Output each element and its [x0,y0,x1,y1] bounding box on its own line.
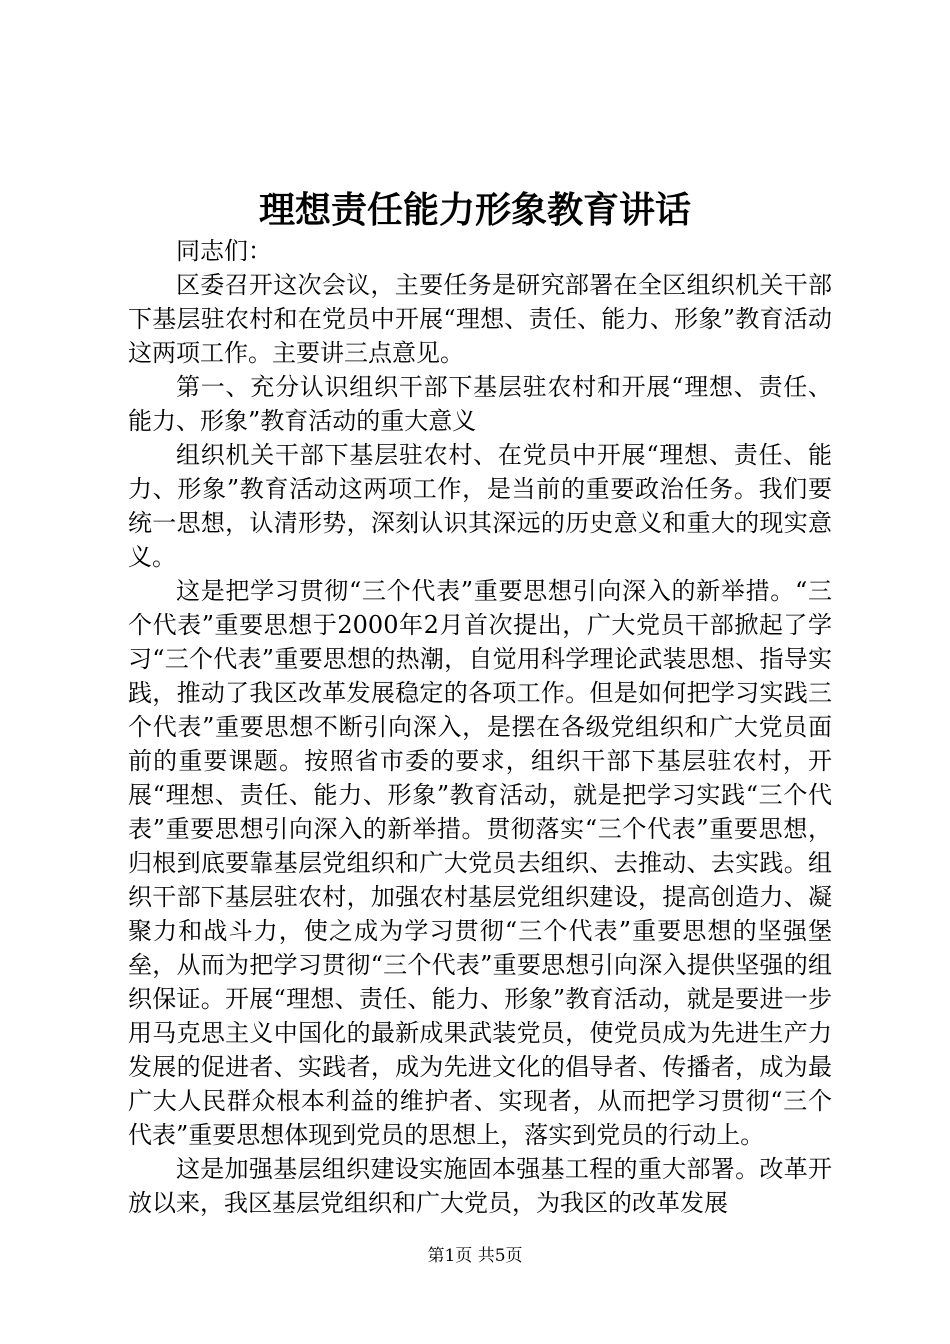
section-heading-paragraph: 第一、充分认识组织干部下基层驻农村和开展“理想、责任、能力、形象”教育活动的重大意义 [128,373,832,435]
document-title: 理想责任能力形象教育讲话 [258,189,691,231]
page-number-footer: 第1页 共5页 [427,1246,523,1266]
intro-paragraph: 区委召开这次会议，主要任务是研究部署在全区组织机关干部下基层驻农村和在党员中开展“理想、责任、能力、形象”教育活动这两项工作。主要讲三点意见。 [128,271,832,367]
body-paragraph: 这是把学习贯彻“三个代表”重要思想引向深入的新举措。“三个代表”重要思想于2000年2月首次提出，广大党员干部掀起了学习“三个代表”重要思想的热潮，自觉用科学理论武装思想、指导实践，推动了我区改革发展稳定的各项工作。但是如何把学习实践三个代表”重要思想不断引向深入，是摆在各级党组织和广大党员面前的重要课题。按照省市委的要求，组织干部下基层驻农村，开展“理想、责任、能力、形象”教育活动，就是把学习实践“三个代表”重要思想引向深入的新举措。贯彻落实“三个代表”重要思想，归根到底要靠基层党组织和广大党员去组织、去推动、去实践。组织干部下基层驻农村，加强农村基层党组织建设，提高创造力、凝聚力和战斗力，使之成为学习贯彻“三个代表”重要思想的坚强堡垒，从而为把学习贯彻“三个代表”重要思想引向深入提供坚强的组织保证。开展“理想、责任、能力、形象”教育活动，就是要进一步用马克思主义中国化的最新成果武装党员，使党员成为先进生产力发展的促进者、实践者，成为先进文化的倡导者、传播者，成为最广大人民群众根本利益的维护者、实现者，从而把学习贯彻“三个代表”重要思想体现到党员的思想上，落实到党员的行动上。 [128,577,832,1149]
body-paragraph: 组织机关干部下基层驻农村、在党员中开展“理想、责任、能力、形象”教育活动这两项工作，是当前的重要政治任务。我们要统一思想，认清形势，深刻认识其深远的历史意义和重大的现实意义。 [128,441,832,571]
salutation-paragraph: 同志们： [176,237,272,265]
body-paragraph: 这是加强基层组织建设实施固本强基工程的重大部署。改革开放以来，我区基层党组织和广大党员，为我区的改革发展 [128,1155,832,1217]
document-body [128,234,832,1220]
